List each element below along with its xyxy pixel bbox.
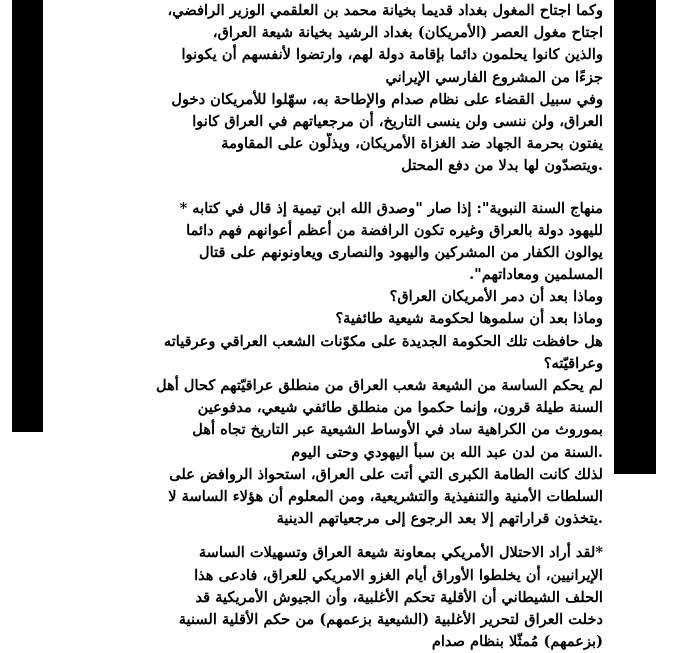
paragraph-1	[55, 0, 603, 178]
text-line: *لقد أراد الاحتلال الأمريكي بمعاونة شيعة العراق وتسهيلات الساسة	[198, 544, 603, 562]
text-line: العراق، ولن ننسى ولن ينسى التاريخ، أن مرجعياتهم في العراق كانوا	[192, 112, 603, 130]
text-line: وماذا بعد أن دمر الأمريكان العراق؟	[389, 288, 603, 306]
text-line: .ويتصدّون لها بدلا من دفع المحتل	[401, 157, 603, 175]
text-line: لذلك كانت الطامة الكبرى التي أتت على العراق، استحواذ الروافض على	[169, 465, 603, 483]
text-line: السلطات الأمنية والتنفيذية والتشريعية، ومن المعلوم أن هؤلاء الساسة لا	[168, 487, 603, 505]
paragraph-4	[55, 542, 603, 653]
paragraph-2	[55, 198, 603, 376]
text-line: يفتون بحرمة الجهاد ضد الغزاة الأمريكان، ويذلّون على المقاومة	[221, 135, 603, 153]
text-line: جزءًا من المشروع الفارسي الإيراني	[385, 68, 603, 86]
text-line: المسلمين ومعاداتهم".	[469, 266, 603, 284]
text-line: .السنة من لدن عبد الله بن سبأ اليهودي وحتى اليوم	[291, 443, 603, 461]
text-line: منهاج السنة النبوية": إذا صار "وصدق الله ابن تيمية إذ قال في كتابه *	[179, 199, 603, 217]
text-line: اجتاح مغول العصر (الأمريكان) بغداد الرشيد بخيانة شيعة العراق،	[212, 24, 603, 42]
text-line: وعراقيّته؟	[543, 354, 603, 372]
right-black-bar	[614, 0, 656, 474]
text-line: بموروث من الكراهية ساد في الأوساط الشيعية عبر التاريخ تجاه أهل	[192, 421, 603, 439]
text-line: وفي سبيل القضاء على نظام صدام والإطاحة به، سهّلوا للأمريكان دخول	[171, 90, 603, 108]
text-line: وكما اجتاح المغول بغداد قديما بخيانة محمد بن العلقمي الوزير الرافضي،	[167, 2, 603, 19]
text-line: يوالون الكفار من المشركين واليهود والنصارى ويعاونونهم على قتال	[199, 243, 603, 261]
paragraph-gap	[55, 178, 603, 198]
text-line: دخلت العراق لتحرير الأغلبية (الشيعية بزعمهم) من حكم الأقلية السنية	[178, 610, 603, 628]
left-black-bar	[12, 0, 43, 432]
article-text	[55, 0, 603, 651]
text-line: لم يحكم الساسة من الشيعة شعب العراق من منطلق عراقيّتهم كحال أهل	[156, 377, 603, 394]
text-line: (بزعمهم) مُمثّلا بنظام صدام	[431, 633, 603, 651]
text-line: الإيرانيين، أن يخلطوا الأوراق أيام الغزو الامريكي للعراق، فادعى هذا	[194, 566, 603, 584]
text-line: .يتخذون قراراتهم إلا بعد الرجوع إلى مرجعياتهم الدينية	[276, 510, 603, 528]
paragraph-3	[55, 375, 603, 530]
paragraph-gap	[55, 530, 603, 542]
text-line: السنة طيلة قرون، وإنما حكموا من منطلق طائفي شيعي، مدفوعين	[197, 399, 603, 417]
text-line: هل حافظت تلك الحكومة الجديدة على مكوّنات الشعب العراقي وعرقياته	[163, 332, 603, 350]
text-line: لليهود دولة بالعراق وغيره تكون الرافضة من أعظم أعوانهم فهم دائما	[186, 221, 603, 239]
text-line: والذين كانوا يحلمون دائما بإقامة دولة لهم، وارتضوا لأنفسهم أن يكونوا	[181, 46, 603, 64]
text-line: وماذا بعد أن سلموها لحكومة شيعية طائفية؟	[335, 310, 603, 328]
text-line: الحلف الشيطاني أن الأقلية تحكم الأغلبية، وأن الجيوش الأمريكية قد	[195, 588, 603, 606]
